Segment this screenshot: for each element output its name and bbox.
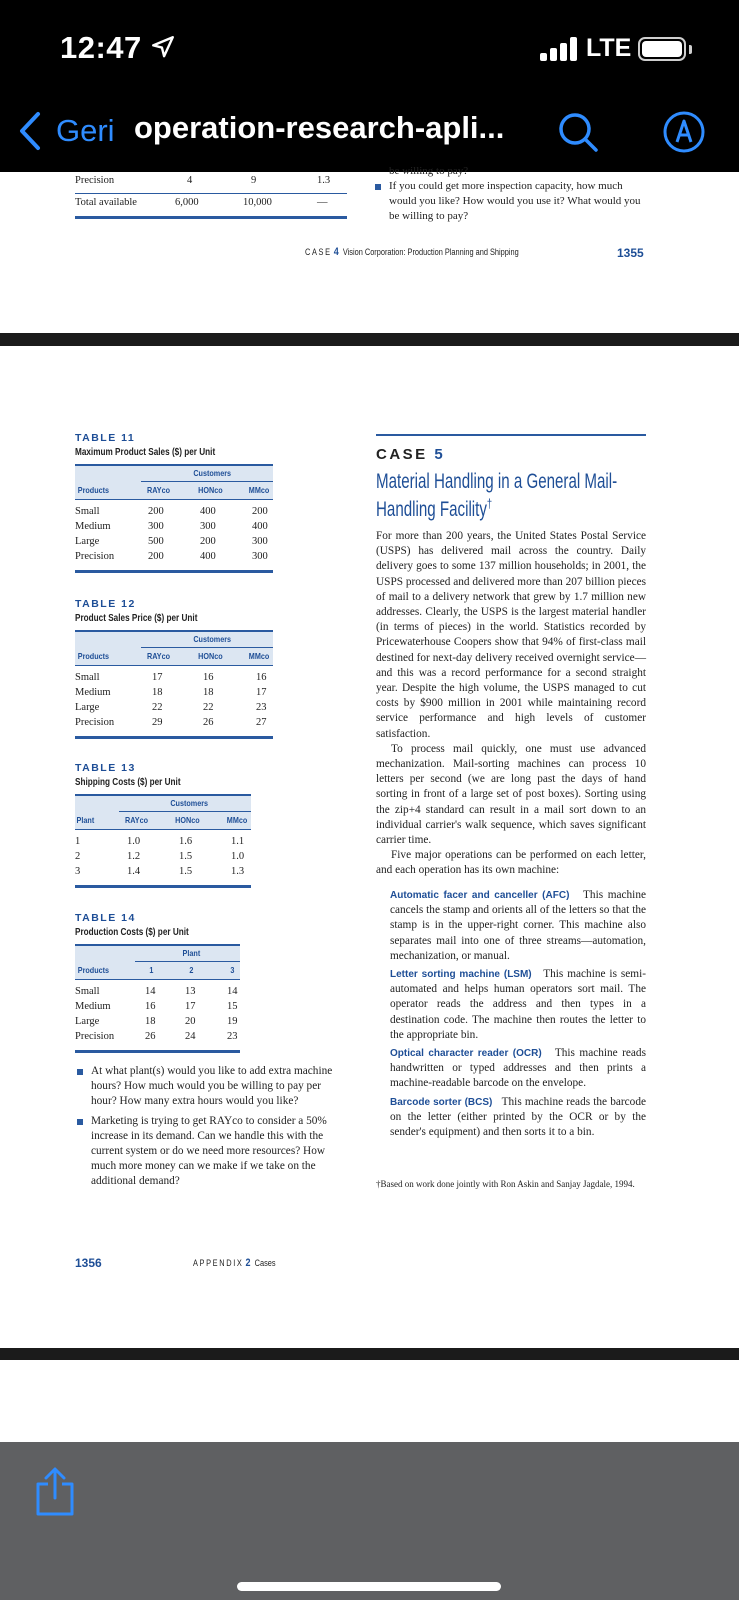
machine-item: Letter sorting machine (LSM) This machine is semi-automated and helps human operators sort mail. The operator reads the address and then types in a destination code. The machine then routes the letter to the appropriate bin. [390, 968, 646, 1041]
table-row: Large 18 20 19 [75, 1016, 238, 1027]
status-time: 12:47 [60, 30, 142, 65]
table-label: TABLE 11 [75, 432, 136, 444]
page-footer-running-head: APPENDIX 2 Cases [193, 1257, 276, 1269]
machine-item: Optical character reader (OCR) This machine reads handwritten or typed addresses and then prints a machine-readable barcode on the envelope. [390, 1047, 646, 1090]
table-caption: Shipping Costs ($) per Unit [75, 776, 181, 788]
page-number: 1355 [617, 246, 644, 260]
case-body-text [376, 529, 646, 879]
table-row: Precision 26 24 23 [75, 1031, 238, 1042]
question-bullets [75, 1064, 347, 1190]
table-row: Medium 300 300 400 [75, 521, 268, 532]
table-label: TABLE 13 [75, 762, 136, 774]
paragraph: For more than 200 years, the United States Postal Service (USPS) has delivered mail across the country. Daily delivery goes to some 137 million households; in 2001, the USPS processed and delivered more than 207 billion pieces of mail to a delivery network that grew by 1.7 million new addresses. Clearly, the USPS is the largest material handler (in terms of pieces) in the world. Statistics recorded by Pricewaterhouse Coopers show that 94% of first-class mail destined for next-day delivery received overnight service—and this was a record performance for a second straight year. Despite the high volume, the USPS managed to cut costs by $900 million in 2001 while maintaining record service performance and high levels of customer satisfaction. [376, 530, 646, 740]
table-row: Medium 18 18 17 [75, 687, 267, 698]
case-rule [376, 434, 646, 436]
table-row: Precision 4 9 1.3 [75, 175, 331, 186]
page-separator [0, 1348, 739, 1360]
table-label: TABLE 14 [75, 912, 136, 924]
machine-item: Barcode sorter (BCS) This machine reads the barcode on the letter (either printed by the OCR or by the sender's equipment) and then sorts it to a bin. [390, 1095, 646, 1139]
table-row: Total available 6,000 10,000 — [75, 193, 347, 214]
case-header [376, 434, 646, 521]
back-label: Geri [56, 113, 115, 148]
markup-icon[interactable] [662, 110, 706, 154]
chevron-left-icon [18, 111, 42, 151]
page-footer-running-head: CASE 4 Vision Corporation: Production Planning and Shipping [305, 246, 519, 258]
table-row: Large 500 200 300 [75, 536, 268, 547]
battery-icon [638, 37, 686, 61]
table-row: 3 1.4 1.5 1.3 [75, 866, 245, 877]
table-row: Large 22 22 23 [75, 702, 267, 713]
page-separator [0, 333, 739, 346]
table-row: Small 14 13 14 [75, 986, 238, 997]
location-arrow-icon [150, 34, 176, 60]
table-caption: Product Sales Price ($) per Unit [75, 612, 198, 624]
bullet-item: If you could get more inspection capacity, how much would you like? How would you use it? What would you be willing to pay? [373, 179, 648, 224]
table-rule [75, 216, 347, 219]
share-icon[interactable] [34, 1466, 76, 1518]
table-caption: Production Costs ($) per Unit [75, 926, 189, 938]
page-number: 1356 [75, 1256, 102, 1270]
battery-cap [689, 45, 692, 54]
status-bar [0, 0, 739, 96]
table-11: TABLE 11 Maximum Product Sales ($) per Unit Customers Products RAYco HONco MMco Small 200 400 200 Medium 300 300 400 Large 500 200 300 Precision 200 400 300 [75, 432, 273, 573]
table-row: 1 1.0 1.6 1.1 [75, 836, 245, 847]
table-label: TABLE 12 [75, 598, 136, 610]
paragraph: To process mail quickly, one must use advanced mechanization. Mail-sorting machines can process 10 letters per second (we are long past the days of hand sorting in front of a large set of post boxes). Sorting using the zip+4 standard can result in a mail sort down to an individual carrier's walk sequence, which saves significant carrier time. [376, 742, 646, 847]
bullet-item: Marketing is trying to get RAYco to consider a 50% increase in its demand. Can we handle this with the current system or do we need more resources? How much more money can we make if we take on the additional demand? [75, 1114, 347, 1190]
table-row: Medium 16 17 15 [75, 1001, 238, 1012]
footnote: †Based on work done jointly with Ron Askin and Sanjay Jagdale, 1994. [376, 1179, 635, 1189]
document-title: operation-research-apli... [134, 110, 505, 145]
table-row: Precision 29 26 27 [75, 717, 267, 728]
home-indicator[interactable] [237, 1582, 501, 1591]
table-row: Precision 200 400 300 [75, 551, 268, 562]
bullet-fragment: be willing to pay? [389, 165, 469, 177]
top-table-fragment [75, 172, 347, 214]
back-button[interactable] [18, 108, 115, 154]
case-label: CASE 5 [376, 446, 446, 463]
bottom-toolbar [0, 1442, 739, 1600]
table-13: TABLE 13 Shipping Costs ($) per Unit Customers Plant RAYco HONco MMco 1 1.0 1.6 1.1 2 1.2 1.5 1.0 3 1.4 1.5 1.3 [75, 762, 251, 888]
table-row: Small 200 400 200 [75, 506, 268, 517]
machine-list [390, 888, 646, 1143]
paragraph: Five major operations can be performed on each letter, and each operation has its own machine: [376, 849, 646, 877]
machine-item: Automatic facer and canceller (AFC) This machine cancels the stamp and orients all of the letters so that the stamp is in the upper-right corner. This machine also separates mail into one of three streams—automation, mechanization, or manual. [390, 889, 646, 962]
bullet-item: At what plant(s) would you like to add extra machine hours? How much would you be willing to pay per hour? How many extra hours would you like? [75, 1064, 347, 1110]
top-bullets [373, 164, 648, 224]
table-14: TABLE 14 Production Costs ($) per Unit Plant Products 1 2 3 Small 14 13 14 Medium 16 17 15 Large 18 20 19 Precision 26 24 23 [75, 912, 240, 1053]
network-type: LTE [586, 34, 632, 62]
search-icon[interactable] [556, 110, 600, 154]
table-row: Small 17 16 16 [75, 672, 267, 683]
cellular-signal-icon [540, 37, 580, 61]
table-12: TABLE 12 Product Sales Price ($) per Unit Customers Products RAYco HONco MMco Small 17 16 16 Medium 18 18 17 Large 22 22 23 Precision 29 26 27 [75, 598, 273, 739]
nav-bar [0, 96, 739, 172]
table-row: 2 1.2 1.5 1.0 [75, 851, 245, 862]
table-caption: Maximum Product Sales ($) per Unit [75, 446, 216, 458]
document-viewer[interactable] [0, 165, 739, 1442]
case-title: Material Handling in a General Mail-Handling Facility† [376, 470, 618, 521]
